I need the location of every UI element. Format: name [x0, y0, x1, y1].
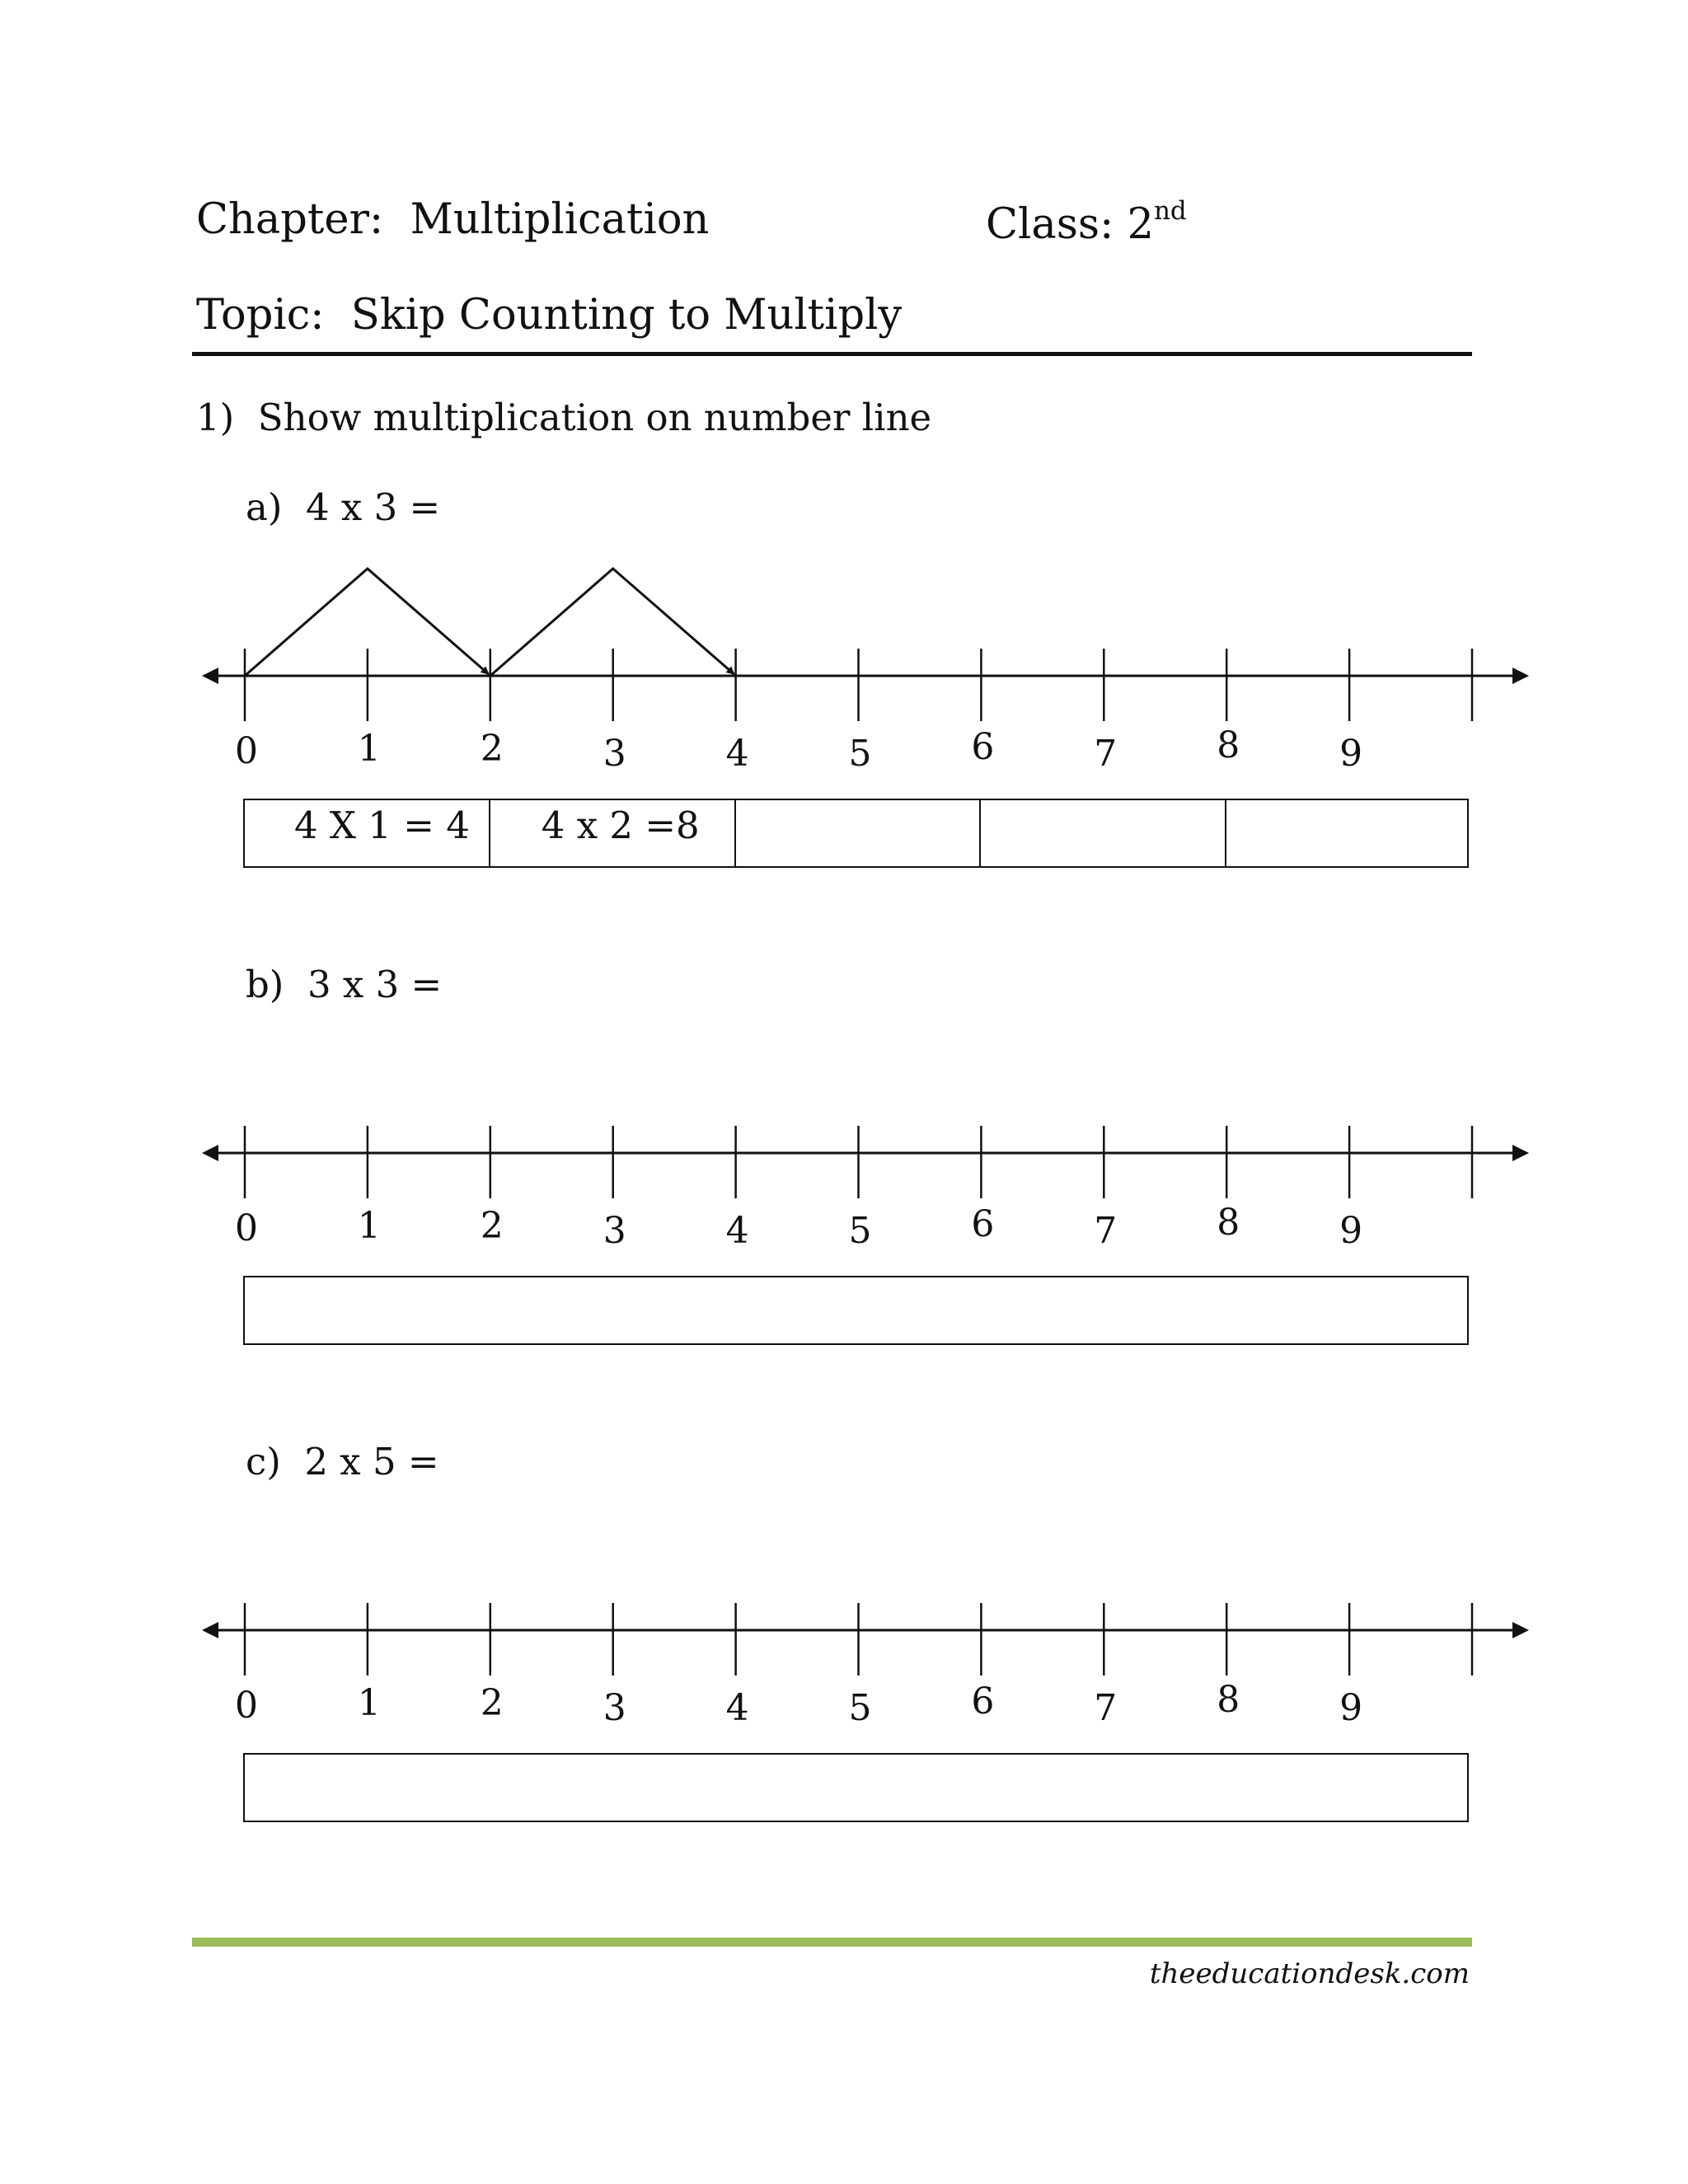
tick-label: 0 [235, 730, 258, 772]
answer-box-a[interactable] [243, 799, 1469, 868]
tick-label: 7 [1094, 733, 1118, 775]
tick-label: 4 [725, 1687, 749, 1729]
tick-label: 1 [357, 1682, 381, 1724]
class-suffix: nd [1153, 196, 1187, 226]
header-divider [192, 352, 1472, 356]
tick-label: 8 [1217, 724, 1240, 766]
tick-label: 8 [1217, 1202, 1240, 1244]
tick-label: 3 [603, 733, 626, 775]
question-number: 1) [196, 396, 235, 439]
tick-label: 2 [480, 728, 504, 770]
tick-label: 5 [848, 1687, 872, 1729]
tick-label: 5 [848, 1210, 872, 1252]
chapter-value: Multiplication [410, 195, 710, 244]
chapter-label: Chapter: [196, 195, 384, 244]
part-c-heading [246, 1440, 439, 1483]
tick-label: 6 [971, 1203, 995, 1245]
part-letter: a) [246, 485, 283, 529]
part-letter: c) [246, 1440, 281, 1483]
number-line-b [0, 1042, 1688, 1207]
tick-label: 2 [480, 1205, 504, 1247]
tick-label: 4 [725, 733, 749, 775]
answer-cell[interactable] [736, 800, 982, 866]
left-arrow-icon [202, 1145, 218, 1161]
answer-cell[interactable] [1226, 800, 1470, 866]
tick-label: 0 [235, 1685, 258, 1727]
tick-label: 3 [603, 1687, 626, 1729]
topic-value: Skip Counting to Multiply [350, 291, 903, 340]
tick-labels-b [0, 1202, 1688, 1260]
part-expression: 2 x 5 = [304, 1440, 439, 1483]
chapter-heading [196, 195, 710, 244]
number-line-a [0, 565, 1688, 729]
answer-cell[interactable] [981, 800, 1226, 866]
tick-label: 7 [1094, 1687, 1118, 1729]
tick-label: 0 [235, 1207, 258, 1249]
tick-label: 6 [971, 726, 995, 768]
number-line-c [0, 1519, 1688, 1684]
topic-heading [196, 291, 903, 340]
right-arrow-icon [1512, 1145, 1529, 1161]
answer-cell[interactable] [490, 800, 736, 866]
left-arrow-icon [202, 668, 218, 684]
part-expression: 4 x 3 = [306, 485, 441, 529]
class-value: 2 [1127, 200, 1154, 249]
class-label: Class: [986, 200, 1114, 249]
part-letter: b) [246, 963, 284, 1006]
topic-label: Topic: [196, 291, 325, 340]
tick-label: 2 [480, 1682, 504, 1724]
answer-cell[interactable] [245, 800, 490, 866]
left-arrow-icon [202, 1622, 218, 1638]
answer-box-c[interactable] [243, 1753, 1469, 1822]
answer-cell-text: 4 x 2 =8 [541, 804, 700, 847]
question-text: Show multiplication on number line [257, 396, 932, 439]
tick-label: 9 [1339, 733, 1363, 775]
part-a-heading [246, 485, 441, 529]
tick-label: 3 [603, 1210, 626, 1252]
question-1 [196, 396, 932, 439]
tick-label: 8 [1217, 1679, 1240, 1721]
right-arrow-icon [1512, 1622, 1529, 1638]
tick-labels-c [0, 1679, 1688, 1737]
tick-label: 6 [971, 1680, 995, 1722]
answer-cell-text: 4 X 1 = 4 [294, 804, 470, 847]
answer-box-b[interactable] [243, 1276, 1469, 1345]
footer-rule [192, 1938, 1472, 1947]
tick-label: 1 [357, 728, 381, 770]
tick-label: 1 [357, 1205, 381, 1247]
tick-label: 7 [1094, 1210, 1118, 1252]
tick-label: 5 [848, 733, 872, 775]
tick-label: 4 [725, 1210, 749, 1252]
part-b-heading [246, 963, 443, 1006]
right-arrow-icon [1512, 668, 1529, 684]
footer-site: theeducationdesk.com [1149, 1957, 1470, 1990]
class-heading [986, 196, 1187, 249]
part-expression: 3 x 3 = [307, 963, 443, 1006]
tick-label: 9 [1339, 1687, 1363, 1729]
tick-labels-a [0, 724, 1688, 783]
tick-label: 9 [1339, 1210, 1363, 1252]
